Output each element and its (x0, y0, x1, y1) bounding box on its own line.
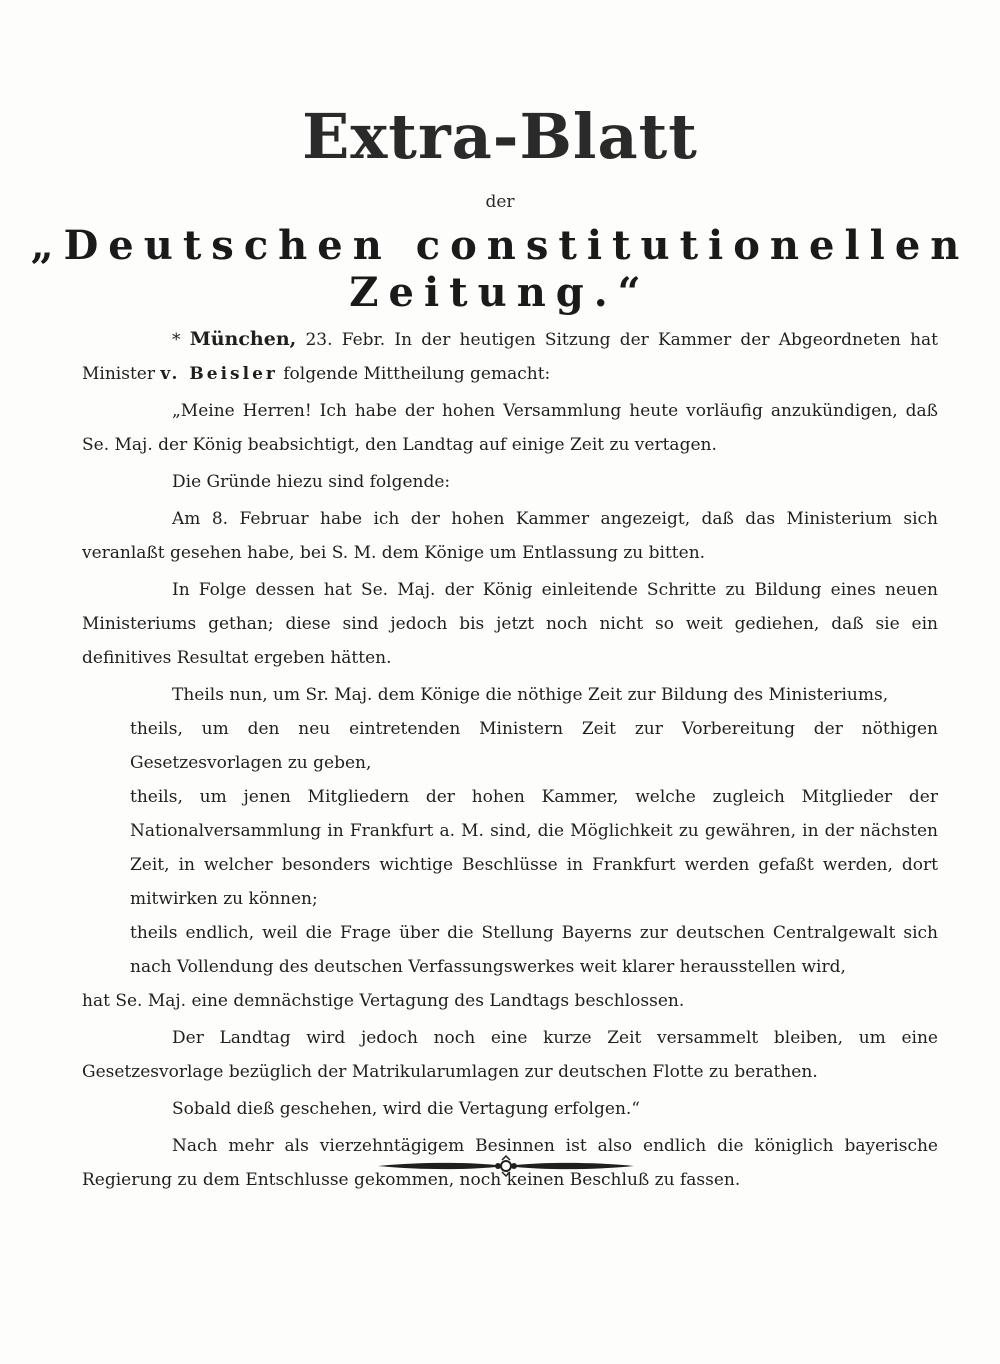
paragraph-6: theils, um den neu eintretenden Ministern Zeit zur Vorbereitung der nöthigen Gesetzesvorlagen zu geben, (130, 719, 938, 773)
lead-text: In der heutigen Sitzung der Kammer der Abgeordneten hat Minister (82, 330, 939, 384)
lead-minister: v. Beisler (160, 364, 278, 384)
decorative-rule-icon (376, 1152, 636, 1180)
paragraph-2: Die Gründe hiezu sind folgende: (172, 472, 451, 492)
paragraph-8: theils endlich, weil die Frage über die Stellung Bayerns zur deutschen Centralgewalt sich nach Vollendung des deutschen Verfassungswerkes weit klarer herausstellen wird, (130, 923, 938, 977)
paragraph-4: In Folge dessen hat Se. Maj. der König einleitende Schritte zu Bildung eines neuen Ministeriums gethan; diese sind jedoch bis jetzt noch nicht so weit gediehen, daß sie ein definitives Resultat ergeben hätten. (82, 580, 938, 668)
masthead-der: der (485, 192, 515, 212)
paragraph-12: Nach mehr als vierzehntägigem Besinnen ist also endlich die königlich bayerische Regierung zu dem Entschlusse gekommen, noch keinen Beschluß zu fassen. (82, 1136, 938, 1190)
paragraph-5: Theils nun, um Sr. Maj. dem Könige die nöthige Zeit zur Bildung des Ministeriums, (172, 685, 889, 705)
paragraph-7: theils, um jenen Mitgliedern der hohen Kammer, welche zugleich Mitglieder der Nationalversammlung in Frankfurt a. M. sind, die Möglichkeit zu gewähren, in der nächsten Zeit, in welcher besonders wichtige Beschlüsse in Frankfurt werden gefaßt werden, dort mitwirken zu können; (130, 787, 938, 909)
article-lead (82, 322, 938, 391)
paragraph-11: Sobald dieß geschehen, wird die Vertagung erfolgen.“ (172, 1099, 640, 1119)
lead-marker: * (172, 330, 181, 350)
paragraph-3: Am 8. Februar habe ich der hohen Kammer angezeigt, daß das Ministerium sich veranlaßt gesehen habe, bei S. M. dem Könige um Entlassung zu bitten. (82, 509, 938, 563)
lead-place: München, (189, 328, 297, 350)
lead-text-2: folgende Mittheilung gemacht: (283, 364, 551, 384)
lead-date: 23. Febr. (305, 330, 386, 350)
paragraph-1: „Meine Herren! Ich habe der hohen Versammlung heute vorläufig anzukündigen, daß Se. Maj. der König beabsichtigt, den Landtag auf einige Zeit zu vertagen. (82, 401, 938, 455)
article-body (82, 322, 938, 1197)
masthead-title: Extra-Blatt (302, 100, 698, 173)
paragraph-9: hat Se. Maj. eine demnächstige Vertagung des Landtags beschlossen. (82, 991, 685, 1011)
paragraph-10: Der Landtag wird jedoch noch eine kurze Zeit versammelt bleiben, um eine Gesetzesvorlage bezüglich der Matrikularumlagen zur deutschen Flotte zu berathen. (82, 1028, 938, 1082)
newspaper-name: „Deutschen constitutionellen Zeitung.“ (30, 222, 970, 316)
